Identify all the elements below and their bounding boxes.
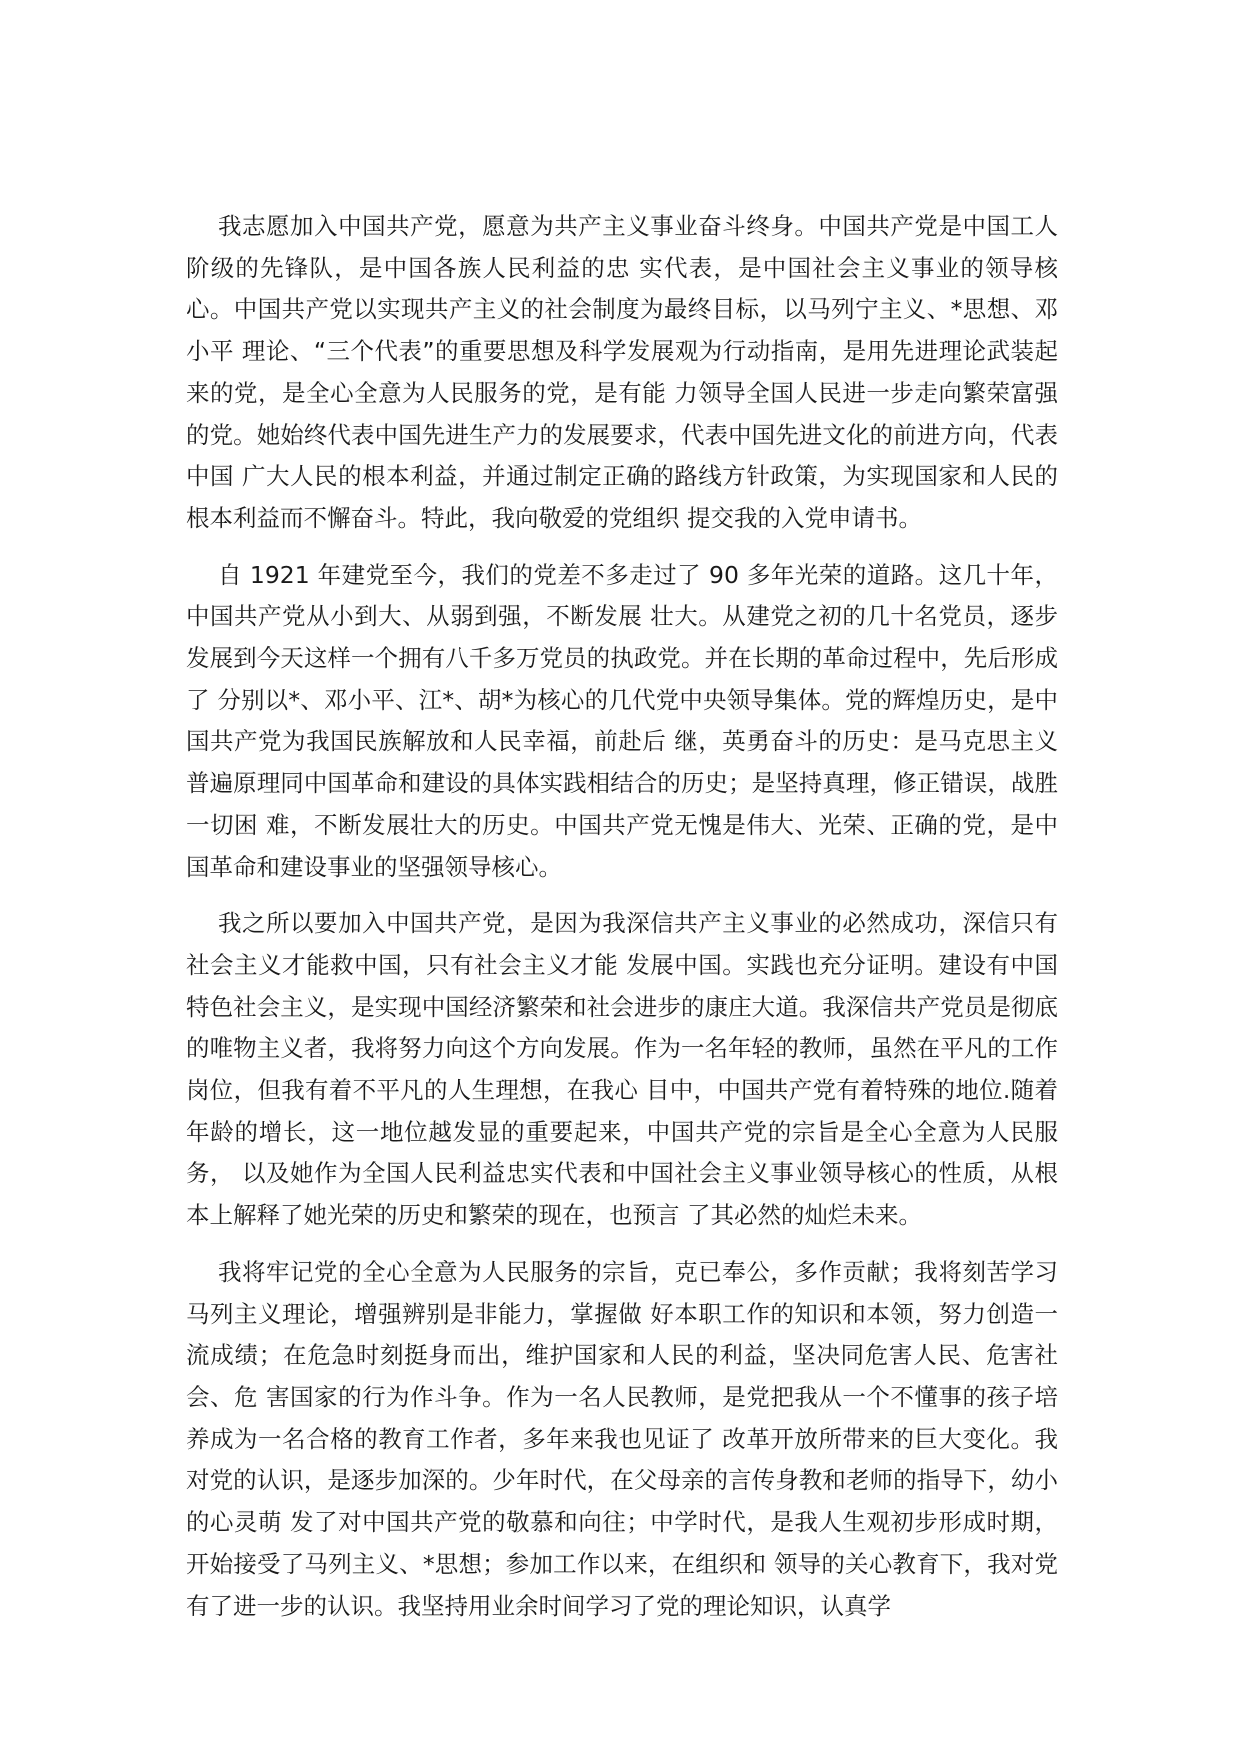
paragraph-3: 我之所以要加入中国共产党，是因为我深信共产主义事业的必然成功，深信只有社会主义才能救中国，只有社会主义才能 发展中国。实践也充分证明。建设有中国特色社会主义，是实现中国经济繁荣和社会进步的康庄大道。我深信共产党员是彻底 的唯物主义者，我将努力向这个方向发展。作为一名年轻的教师，虽然在平凡的工作岗位，但我有着不平凡的人生理想，在我心 目中，中国共产党有着特殊的地位.随着年龄的增长，这一地位越发显的重要起来，中国共产党的宗旨是全心全意为人民服务， 以及她作为全国人民利益忠实代表和中国社会主义事业领导核心的性质，从根本上解释了她光荣的历史和繁荣的现在，也预言 了其必然的灿烂未来。 xyxy=(186,909,1058,1230)
paragraph-2: 自 1921 年建党至今，我们的党差不多走过了 90 多年光荣的道路。这几十年，中国共产党从小到大、从弱到强，不断发展 壮大。从建党之初的几十名党员，逐步发展到今天这样一个拥有八千多万党员的执政党。并在长期的革命过程中，先后形成了 分别以*、邓小平、江*、胡*为核心的几代党中央领导集体。党的辉煌历史，是中国共产党为我国民族解放和人民幸福，前赴后 继，英勇奋斗的历史：是马克思主义普遍原理同中国革命和建设的具体实践相结合的历史；是坚持真理，修正错误，战胜一切困 难，不断发展壮大的历史。中国共产党无愧是伟大、光荣、正确的党，是中国革命和建设事业的坚强领导核心。 xyxy=(186,560,1058,881)
paragraph-1: 我志愿加入中国共产党，愿意为共产主义事业奋斗终身。中国共产党是中国工人阶级的先锋队，是中国各族人民利益的忠 实代表，是中国社会主义事业的领导核心。中国共产党以实现共产主义的社会制度为最终目标，以马列宁主义、*思想、邓小平 理论、“三个代表”的重要思想及科学发展观为行动指南，是用先进理论武装起来的党，是全心全意为人民服务的党，是有能 力领导全国人民进一步走向繁荣富强的党。她始终代表中国先进生产力的发展要求，代表中国先进文化的前进方向，代表中国 广大人民的根本利益，并通过制定正确的路线方针政策，为实现国家和人民的根本利益而不懈奋斗。特此，我向敬爱的党组织 提交我的入党申请书。 xyxy=(186,212,1058,532)
document-body xyxy=(186,206,1058,1627)
paragraph-4: 我将牢记党的全心全意为人民服务的宗旨，克已奉公，多作贡献；我将刻苦学习马列主义理论，增强辨别是非能力，掌握做 好本职工作的知识和本领，努力创造一流成绩；在危急时刻挺身而出，维护国家和人民的利益，坚决同危害人民、危害社会、危 害国家的行为作斗争。作为一名人民教师，是党把我从一个不懂事的孩子培养成为一名合格的教育工作者，多年来我也见证了 改革开放所带来的巨大变化。我对党的认识，是逐步加深的。少年时代，在父母亲的言传身教和老师的指导下，幼小的心灵萌 发了对中国共产党的敬慕和向往；中学时代，是我人生观初步形成时期，开始接受了马列主义、*思想；参加工作以来，在组织和 领导的关心教育下，我对党有了进一步的认识。我坚持用业余时间学习了党的理论知识，认真学 xyxy=(186,1257,1058,1620)
